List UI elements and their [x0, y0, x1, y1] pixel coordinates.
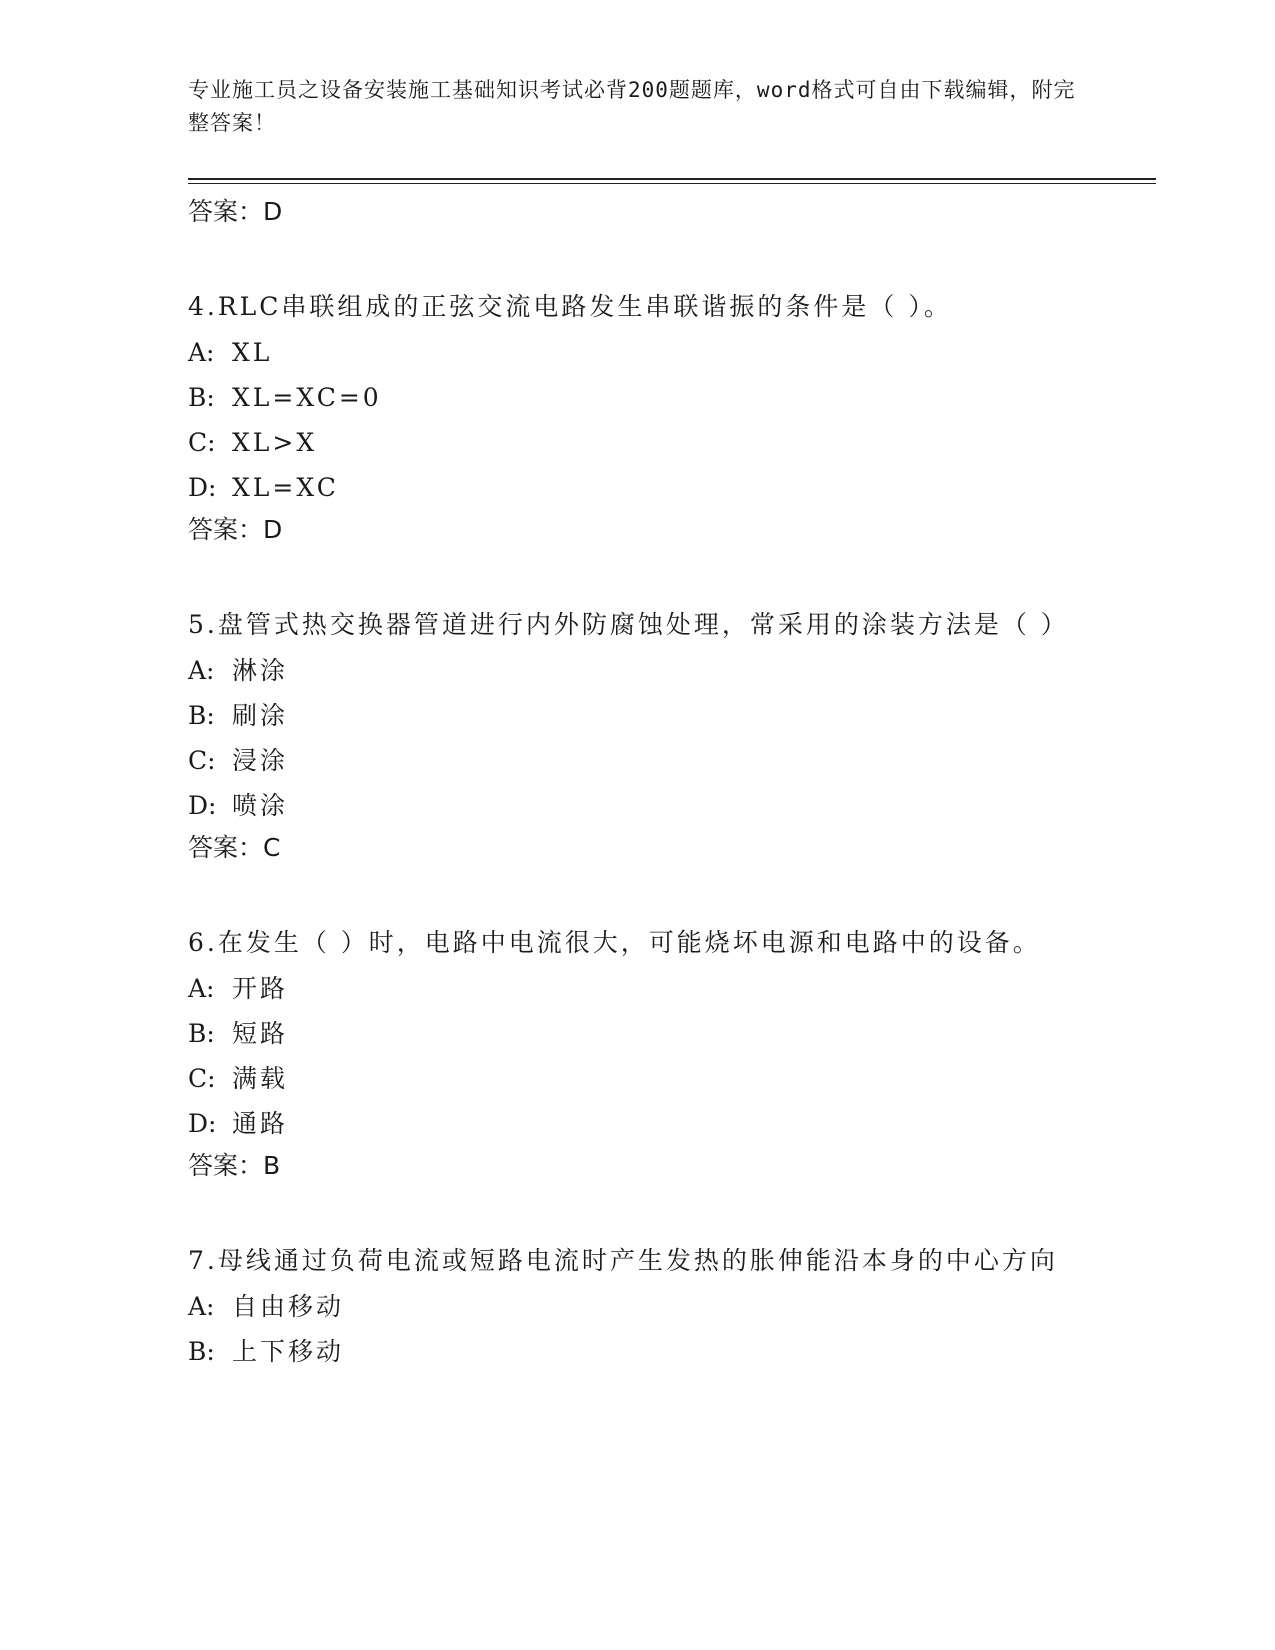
answer-line: 答案：D	[188, 197, 283, 226]
option-text: 短路	[232, 1019, 289, 1048]
option-letter: B:	[188, 1019, 215, 1048]
option-letter: A:	[188, 1292, 215, 1321]
option-c	[188, 1056, 1088, 1101]
option-c	[188, 420, 1088, 465]
option-b	[188, 1329, 1088, 1374]
option-text: 开路	[232, 974, 289, 1003]
option-text: 上下移动	[232, 1337, 345, 1366]
option-b	[188, 693, 1088, 738]
question-text: 5.盘管式热交换器管道进行内外防腐蚀处理，常采用的涂装方法是（ ）	[188, 610, 1069, 639]
option-letter: B:	[188, 701, 215, 730]
option-d	[188, 783, 1088, 828]
option-text: 刷涂	[232, 701, 289, 730]
option-letter: A:	[188, 974, 215, 1003]
option-c	[188, 738, 1088, 783]
question-text: 7.母线通过负荷电流或短路电流时产生发热的胀伸能沿本身的中心方向	[188, 1246, 1058, 1275]
question-text: 4.RLC串联组成的正弦交流电路发生串联谐振的条件是（ ）。	[188, 292, 952, 321]
option-letter: D:	[188, 1109, 217, 1138]
option-letter: C:	[188, 1064, 216, 1093]
option-letter: A:	[188, 338, 215, 367]
option-text: XL=XC	[232, 473, 339, 502]
spacer	[188, 868, 1088, 920]
answer-line: 答案：B	[188, 1151, 281, 1180]
option-text: 喷涂	[232, 791, 289, 820]
document-body	[188, 192, 1088, 1374]
option-text: XL	[232, 338, 273, 367]
answer-line: 答案：C	[188, 833, 281, 862]
document-header: 专业施工员之设备安装施工基础知识考试必背200题题库，word格式可自由下载编辑，附完整答案！	[188, 78, 1076, 135]
option-letter: C:	[188, 428, 216, 457]
option-d	[188, 1101, 1088, 1146]
answer-line: 答案：D	[188, 515, 283, 544]
question-text: 6.在发生（ ）时，电路中电流很大，可能烧坏电源和电路中的设备。	[188, 928, 1041, 957]
option-letter: B:	[188, 383, 215, 412]
option-b	[188, 1011, 1088, 1056]
option-a	[188, 1284, 1088, 1329]
option-text: 浸涂	[232, 746, 289, 775]
option-a	[188, 648, 1088, 693]
option-text: XL>X	[232, 428, 318, 457]
option-letter: D:	[188, 791, 217, 820]
spacer	[188, 1186, 1088, 1238]
option-text: 满载	[232, 1064, 289, 1093]
option-b	[188, 375, 1088, 420]
header-rule-thin	[188, 183, 1156, 184]
spacer	[188, 550, 1088, 602]
header-rule-thick	[188, 178, 1156, 180]
option-letter: B:	[188, 1337, 215, 1366]
option-a	[188, 966, 1088, 1011]
option-text: XL=XC=0	[232, 383, 382, 412]
option-letter: D:	[188, 473, 217, 502]
option-letter: C:	[188, 746, 216, 775]
option-text: 通路	[232, 1109, 289, 1138]
option-letter: A:	[188, 656, 215, 685]
option-text: 自由移动	[232, 1292, 345, 1321]
option-a	[188, 330, 1088, 375]
option-text: 淋涂	[232, 656, 289, 685]
spacer	[188, 232, 1088, 284]
option-d	[188, 465, 1088, 510]
